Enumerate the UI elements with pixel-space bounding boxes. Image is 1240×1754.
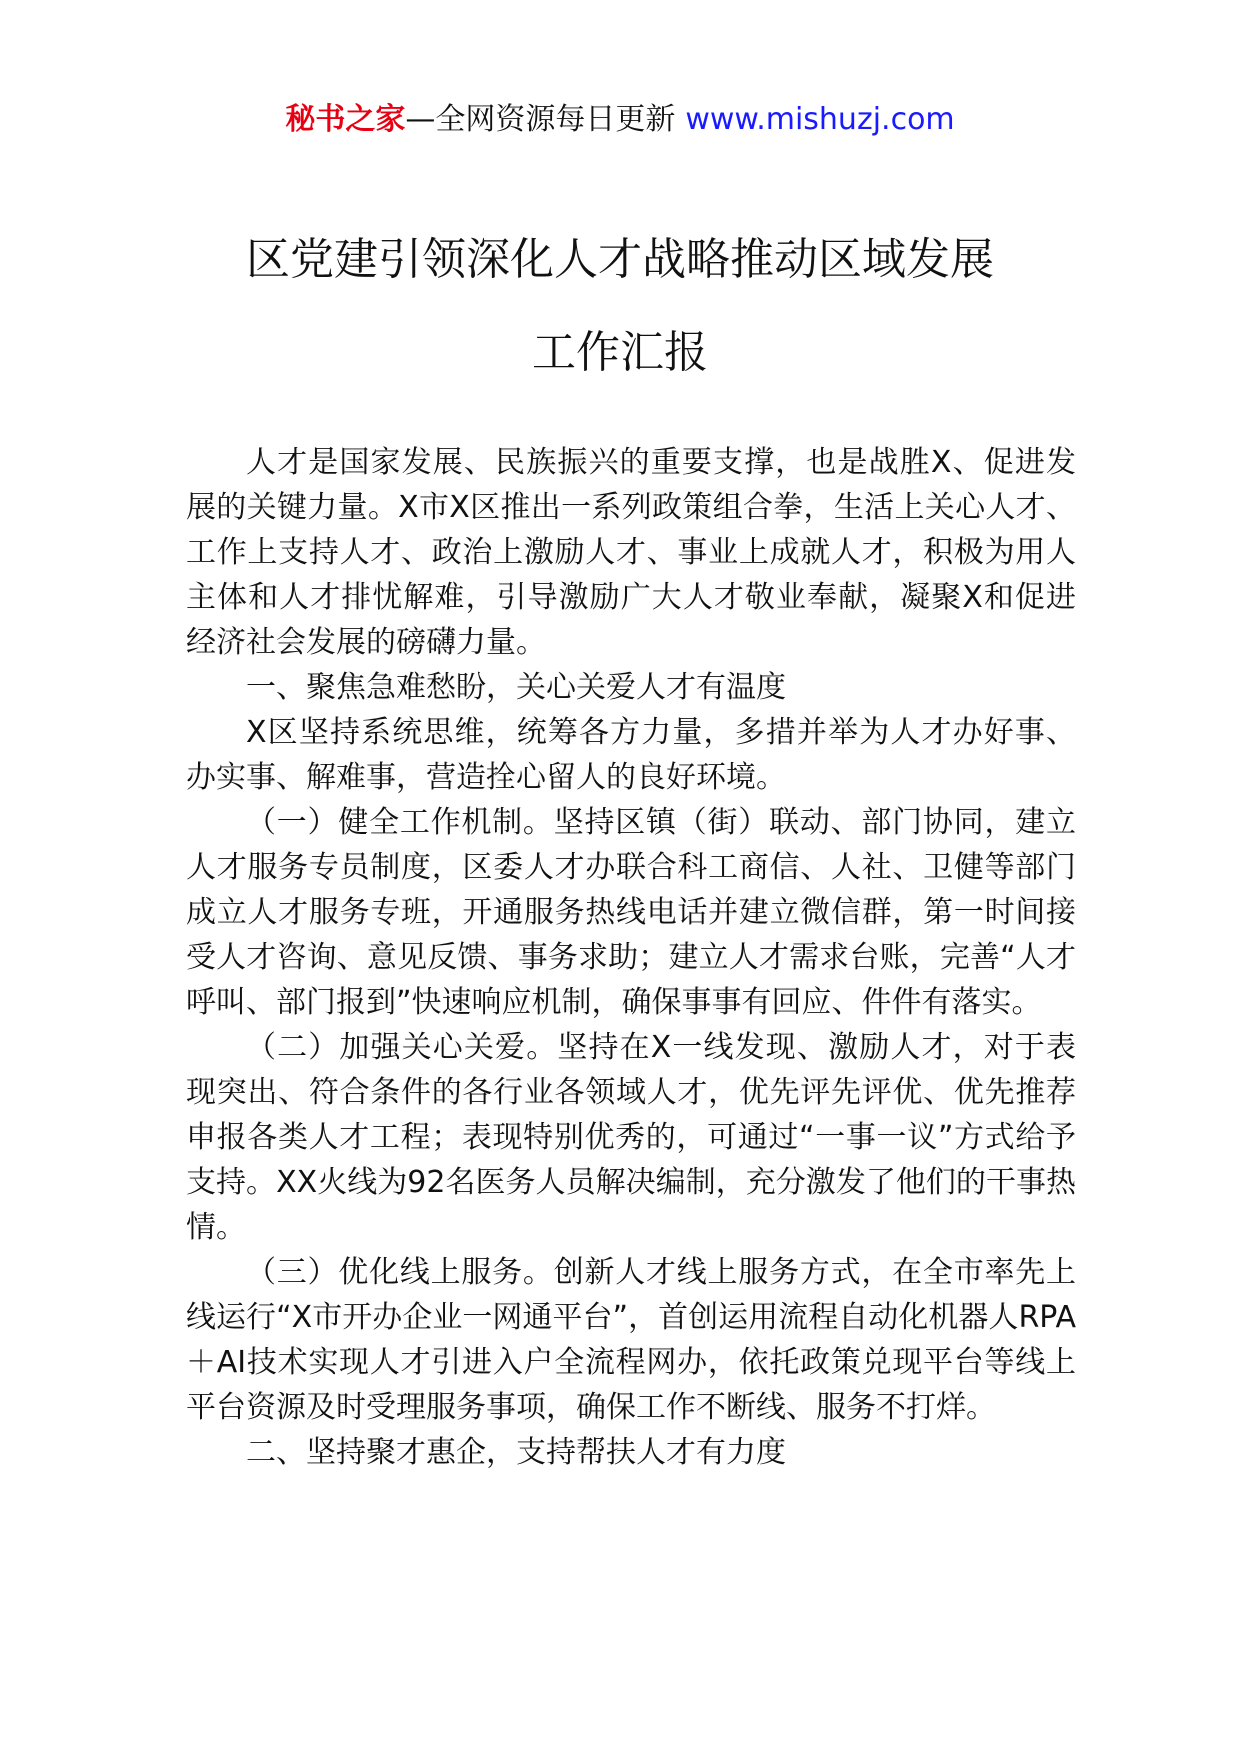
document-body xyxy=(186,440,1076,1475)
header-tagline: —全网资源每日更新 xyxy=(405,102,676,137)
subsection-2-paragraph: （二）加强关心关爱。坚持在X一线发现、激励人才，对于表现突出、符合条件的各行业各领域人才，优先评先评优、优先推荐申报各类人才工程；表现特别优秀的，可通过“一事一议”方式给予支持。XX火线为92名医务人员解决编制，充分激发了他们的干事热情。 xyxy=(186,1030,1076,1245)
document-title-line-1: 区党建引领深化人才战略推动区域发展 xyxy=(246,234,994,285)
subsection-1-paragraph: （一）健全工作机制。坚持区镇（街）联动、部门协同，建立人才服务专员制度，区委人才办联合科工商信、人社、卫健等部门成立人才服务专班，开通服务热线电话并建立微信群，第一时间接受人才咨询、意见反馈、事务求助；建立人才需求台账，完善“人才呼叫、部门报到”快速响应机制，确保事事有回应、件件有落实。 xyxy=(186,805,1076,1020)
brand-name: 秘书之家 xyxy=(285,102,406,137)
document-title-line-2: 工作汇报 xyxy=(532,327,708,378)
section-heading-1: 一、聚焦急难愁盼，关心关爱人才有温度 xyxy=(246,670,786,705)
intro-paragraph: 人才是国家发展、民族振兴的重要支撑，也是战胜X、促进发展的关键力量。X市X区推出一系列政策组合拳，生活上关心人才、工作上支持人才、政治上激励人才、事业上成就人才，积极为用人主体和人才排忧解难，引导激励广大人才敬业奉献，凝聚X和促进经济社会发展的磅礴力量。 xyxy=(186,445,1076,660)
header-banner xyxy=(0,100,1240,140)
subsection-3-paragraph: （三）优化线上服务。创新人才线上服务方式，在全市率先上线运行“X市开办企业一网通平台”，首创运用流程自动化机器人RPA＋AI技术实现人才引进入户全流程网办，依托政策兑现平台等线上平台资源及时受理服务事项，确保工作不断线、服务不打烊。 xyxy=(186,1255,1076,1425)
section-1-paragraph: X区坚持系统思维，统筹各方力量，多措并举为人才办好事、办实事、解难事，营造拴心留人的良好环境。 xyxy=(186,715,1076,795)
section-heading-2: 二、坚持聚才惠企，支持帮扶人才有力度 xyxy=(246,1435,786,1470)
site-url-link[interactable]: www.mishuzj.com xyxy=(685,102,955,137)
